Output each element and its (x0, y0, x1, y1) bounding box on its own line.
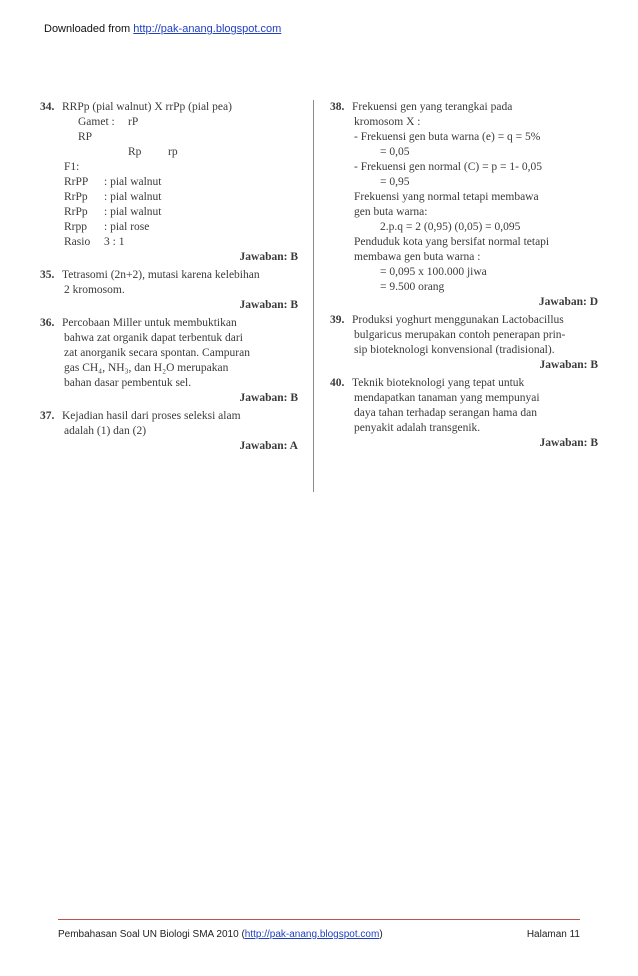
question-number-37: 37. (40, 410, 55, 422)
answer-34 (40, 100, 298, 265)
question-number-40: 40. (330, 377, 345, 389)
answer-38: 38. Frekuensi gen yang terangkai pada kromosom X : - Frekuensi gen buta warna (e) = q = 5% = 0,05 - Frekuensi gen normal (C) = p = 1- 0,05 = 0,95 Frekuensi yang normal tetapi membawa gen buta warna: 2.p.q = 2 (0,95) (0,05) = 0,095 Penduduk kota yang bersifat normal tetapi membawa gen buta warna : = 0,095 x 100.000 jiwa = 9.500 orang Jawaban: D (330, 101, 598, 308)
page-number: Halaman 11 (526, 929, 580, 940)
answer-key-39: Jawaban: B (539, 359, 598, 371)
answer-key-40: Jawaban: B (539, 437, 598, 449)
question-number-34: 34. (40, 101, 55, 113)
answer-36: 36. Percobaan Miller untuk membuktikan bahwa zat organik dapat terbentuk dari zat anorganik secara spontan. Campuran gas CH₄, NH₃, dan H₂O merupakan bahan dasar pembentuk sel. Jawaban: B (40, 317, 298, 404)
gamet-label: Gamet : RP (78, 116, 115, 143)
footer-rule (58, 919, 580, 920)
f1-row: Rasio 3 : 1 (64, 236, 125, 248)
answer-37: 37. Kejadian hasil dari proses seleksi alam adalah (1) dan (2) Jawaban: A (40, 410, 298, 452)
answer-key-38: Jawaban: D (538, 296, 598, 308)
download-note (44, 23, 281, 35)
answer-key-34: Jawaban: B (239, 251, 298, 263)
gamet-value-Rp: Rp (128, 146, 142, 158)
f1-row: Rrpp : pial rose (64, 221, 150, 233)
answer-key-35: Jawaban: B (239, 299, 298, 311)
download-note-prefix: Downloaded from (44, 23, 134, 35)
gamet-value-rP: rP (128, 116, 139, 128)
question-number-35: 35. (40, 269, 55, 281)
gamet-row-1 (40, 115, 298, 145)
footer-link[interactable]: http://pak-anang.blogspot.com (244, 929, 380, 940)
answer-34-line-1: RRPp (pial walnut) X rrPp (pial pea) (62, 101, 232, 113)
f1-row: RrPp : pial walnut (64, 191, 162, 203)
answer-40: 40. Teknik bioteknologi yang tepat untuk mendapatkan tanaman yang mempunyai daya tahan terhadap serangan hama dan penyakit adalah transgenik. Jawaban: B (330, 377, 598, 449)
left-column (40, 100, 298, 457)
answer-35: 35. Tetrasomi (2n+2), mutasi karena kelebihan 2 kromosom. Jawaban: B (40, 269, 298, 311)
answer-39: 39. Produksi yoghurt menggunakan Lactobacillus bulgaricus merupakan contoh penerapan prin- sip bioteknologi konvensional (tradisional). Jawaban: B (330, 314, 598, 371)
question-number-36: 36. (40, 317, 55, 329)
right-column (330, 100, 598, 454)
page-footer (58, 929, 580, 940)
f1-row: RrPP : pial walnut (64, 176, 162, 188)
column-divider (313, 100, 314, 492)
question-number-39: 39. (330, 314, 345, 326)
f1-row: RrPp : pial walnut (64, 206, 162, 218)
scanned-answer-page (40, 100, 600, 500)
question-number-38: 38. (330, 101, 345, 113)
answer-key-37: Jawaban: A (239, 440, 298, 452)
answer-key-36: Jawaban: B (239, 392, 298, 404)
f1-label: F1: (64, 161, 80, 173)
gamet-value-rp: rp (168, 146, 178, 158)
gamet-row-2 (40, 145, 298, 160)
footer-left-prefix: Pembahasan Soal UN Biologi SMA 2010 ( (58, 929, 245, 940)
footer-left-suffix: ) (379, 929, 383, 940)
header-link[interactable]: http://pak-anang.blogspot.com (133, 23, 282, 35)
f1-list (40, 175, 298, 250)
